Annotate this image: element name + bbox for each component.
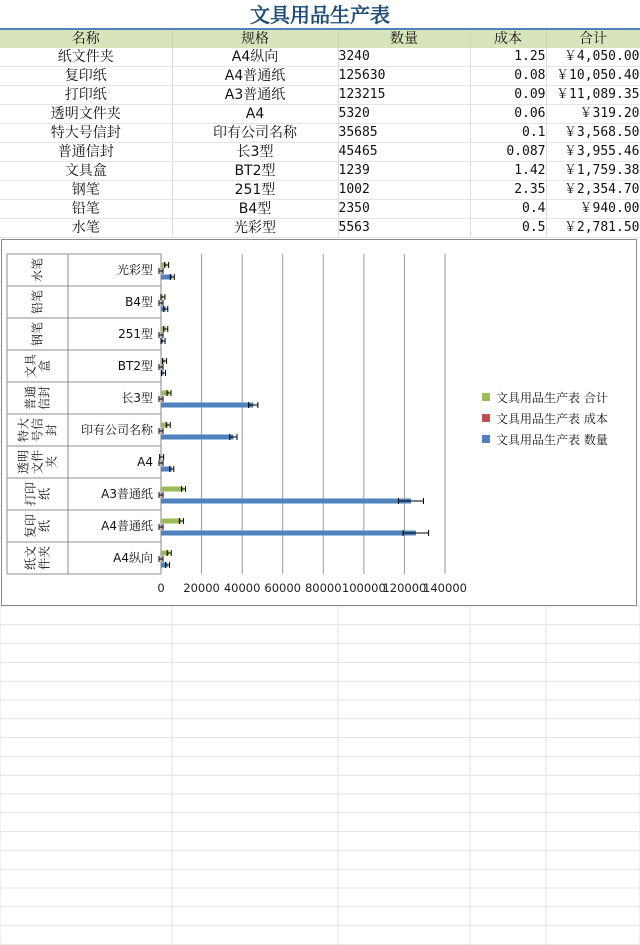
category-outer-label: 普通 [23, 385, 38, 411]
cell-name[interactable]: 透明文件夹 [0, 105, 172, 124]
category-outer-label: 文件 [30, 449, 45, 475]
table-row [0, 67, 640, 86]
x-tick-label: 120000 [382, 581, 427, 595]
header-total[interactable]: 合计 [546, 30, 640, 48]
cell-qty[interactable]: 1002 [338, 181, 470, 200]
category-inner-label: 长3型 [121, 391, 153, 405]
cell-total[interactable]: ￥2,354.70 [546, 181, 640, 200]
cell-total[interactable]: ￥4,050.00 [546, 48, 640, 67]
header-qty[interactable]: 数量 [338, 30, 470, 48]
cell-cost[interactable]: 2.35 [470, 181, 546, 200]
category-outer-label: 钢笔 [30, 321, 45, 347]
cell-cost[interactable]: 0.5 [470, 219, 546, 238]
cell-qty[interactable]: 45465 [338, 143, 470, 162]
bar [161, 435, 233, 440]
cell-total[interactable]: ￥3,955.46 [546, 143, 640, 162]
cell-qty[interactable]: 123215 [338, 86, 470, 105]
category-outer-label: 文具 [23, 353, 38, 379]
category-outer-label: 打印 [23, 481, 38, 507]
cell-cost[interactable]: 1.42 [470, 162, 546, 181]
table-row [0, 143, 640, 162]
table-row [0, 200, 640, 219]
cell-cost[interactable]: 0.08 [470, 67, 546, 86]
cell-name[interactable]: 纸文件夹 [0, 48, 172, 67]
cell-spec[interactable]: BT2型 [172, 162, 338, 181]
category-outer-label: 纸 [37, 519, 52, 533]
table-row [0, 219, 640, 238]
cell-name[interactable]: 铅笔 [0, 200, 172, 219]
category-outer-label: 水笔 [30, 257, 45, 283]
cell-qty[interactable]: 125630 [338, 67, 470, 86]
cell-qty[interactable]: 35685 [338, 124, 470, 143]
cell-cost[interactable]: 0.1 [470, 124, 546, 143]
header-spec[interactable]: 规格 [172, 30, 338, 48]
cell-total[interactable]: ￥3,568.50 [546, 124, 640, 143]
cell-spec[interactable]: A4普通纸 [172, 67, 338, 86]
category-outer-label: 特大 [16, 417, 31, 443]
cell-qty[interactable]: 1239 [338, 162, 470, 181]
cell-spec[interactable]: 印有公司名称 [172, 124, 338, 143]
table-header-row [0, 30, 640, 48]
table-row [0, 86, 640, 105]
header-cost[interactable]: 成本 [470, 30, 546, 48]
cell-spec[interactable]: A4纵向 [172, 48, 338, 67]
x-tick-label: 140000 [423, 581, 467, 595]
cell-spec[interactable]: 光彩型 [172, 219, 338, 238]
cell-name[interactable]: 普通信封 [0, 143, 172, 162]
category-outer-label: 纸文 [23, 545, 38, 571]
sheet-title: 文具用品生产表 [0, 0, 640, 30]
cell-name[interactable]: 文具盒 [0, 162, 172, 181]
cell-name[interactable]: 复印纸 [0, 67, 172, 86]
bar [161, 403, 253, 408]
category-outer-label: 信封 [37, 385, 52, 411]
cell-cost[interactable]: 0.087 [470, 143, 546, 162]
cell-name[interactable]: 水笔 [0, 219, 172, 238]
category-outer-label: 透明 [16, 449, 31, 475]
category-outer-label: 夹 [44, 455, 59, 469]
cell-spec[interactable]: A3普通纸 [172, 86, 338, 105]
cell-total[interactable]: ￥10,050.40 [546, 67, 640, 86]
bar [161, 499, 411, 504]
table-row [0, 162, 640, 181]
header-name[interactable]: 名称 [0, 30, 172, 48]
x-tick-label: 40000 [223, 581, 261, 595]
bar [161, 519, 181, 524]
cell-qty[interactable]: 5563 [338, 219, 470, 238]
legend-swatch [482, 414, 490, 422]
category-inner-label: 251型 [118, 327, 153, 341]
cell-cost[interactable]: 1.25 [470, 48, 546, 67]
bar [161, 487, 183, 492]
x-tick-label: 0 [157, 581, 165, 595]
x-tick-label: 100000 [341, 581, 386, 595]
cell-cost[interactable]: 0.06 [470, 105, 546, 124]
category-inner-label: 印有公司名称 [80, 423, 153, 437]
cell-total[interactable]: ￥2,781.50 [546, 219, 640, 238]
category-inner-label: B4型 [125, 295, 153, 309]
category-inner-label: A4纵向 [113, 551, 153, 565]
chart-area[interactable] [1, 239, 637, 606]
table-row [0, 105, 640, 124]
category-inner-label: A4 [137, 455, 153, 469]
category-outer-label: 纸 [37, 487, 52, 501]
table-row [0, 48, 640, 67]
bar [161, 531, 416, 536]
cell-total[interactable]: ￥11,089.35 [546, 86, 640, 105]
table-row [0, 124, 640, 143]
category-inner-label: 光彩型 [116, 263, 153, 277]
legend-label: 文具用品生产表 数量 [496, 433, 608, 447]
category-outer-label: 封 [44, 423, 59, 437]
x-tick-label: 20000 [183, 581, 220, 595]
category-inner-label: A4普通纸 [101, 519, 153, 533]
category-outer-label: 铅笔 [30, 289, 45, 315]
x-tick-label: 80000 [304, 581, 342, 595]
bar-chart [2, 240, 636, 605]
cell-spec[interactable]: A4 [172, 105, 338, 124]
category-inner-label: A3普通纸 [101, 487, 153, 501]
cell-total[interactable]: ￥1,759.38 [546, 162, 640, 181]
data-table [0, 30, 640, 238]
cell-spec[interactable]: B4型 [172, 200, 338, 219]
category-outer-label: 盒 [37, 359, 52, 373]
legend-label: 文具用品生产表 合计 [496, 391, 608, 405]
cell-name[interactable]: 钢笔 [0, 181, 172, 200]
category-inner-label: BT2型 [117, 359, 153, 373]
legend-swatch [482, 435, 490, 443]
cell-qty[interactable]: 2350 [338, 200, 470, 219]
table-row [0, 181, 640, 200]
cell-name[interactable]: 打印纸 [0, 86, 172, 105]
legend-swatch [482, 393, 490, 401]
category-outer-label: 复印 [23, 513, 38, 539]
x-tick-label: 60000 [264, 581, 302, 595]
cell-name[interactable]: 特大号信封 [0, 124, 172, 143]
cell-qty[interactable]: 3240 [338, 48, 470, 67]
cell-cost[interactable]: 0.09 [470, 86, 546, 105]
cell-cost[interactable]: 0.4 [470, 200, 546, 219]
legend-label: 文具用品生产表 成本 [496, 412, 608, 426]
category-outer-label: 件夹 [37, 545, 52, 571]
cell-total[interactable]: ￥940.00 [546, 200, 640, 219]
cell-total[interactable]: ￥319.20 [546, 105, 640, 124]
cell-spec[interactable]: 长3型 [172, 143, 338, 162]
cell-spec[interactable]: 251型 [172, 181, 338, 200]
cell-qty[interactable]: 5320 [338, 105, 470, 124]
category-outer-label: 号信 [30, 417, 45, 443]
